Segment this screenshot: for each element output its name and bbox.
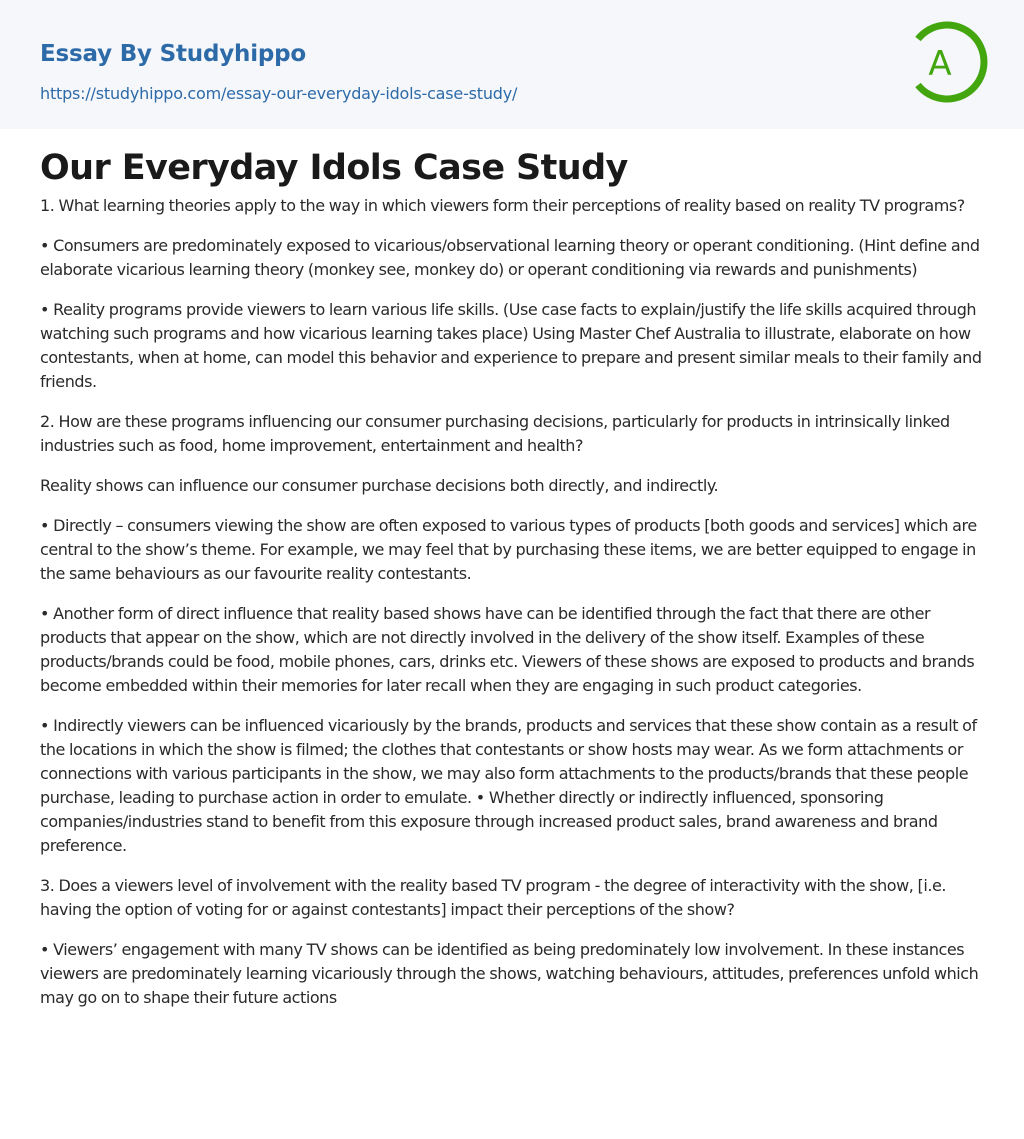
question-1: 1. What learning theories apply to the way in which viewers form their perceptions of reality based on reality TV programs? [40, 196, 965, 215]
question-2: 2. How are these programs influencing our consumer purchasing decisions, particularly for products in intrinsically linked industries such as food, home improvement, entertainment and health? [40, 412, 950, 455]
paragraph: • Indirectly viewers can be influenced vicariously by the brands, products and services that these show contain as a result of the locations in which the show is filmed; the clothes that contestants or show hosts may wear. As we form attachments or connections with various participants in the show, we may also form attachments to the products/brands that these people purchase, leading to purchase action in order to emulate. • Whether directly or indirectly influenced, sponsoring companies/industries stand to benefit from this exposure through increased product sales, brand awareness and brand preference. [40, 716, 977, 855]
essay-body [40, 194, 984, 1026]
paragraph: • Directly – consumers viewing the show are often exposed to various types of products [both goods and services] which are central to the show’s theme. For example, we may feel that by purchasing these items, we are better equipped to engage in the same behaviours as our favourite reality contestants. [40, 516, 977, 583]
logo-letter: A [928, 44, 952, 84]
paragraph: Reality shows can influence our consumer purchase decisions both directly, and indirectly. [40, 476, 719, 495]
paragraph: • Consumers are predominately exposed to vicarious/observational learning theory or operant conditioning. (Hint define and elaborate vicarious learning theory (monkey see, monkey do) or operant conditioning via rewards and punishments) [40, 236, 980, 279]
question-3: 3. Does a viewers level of involvement with the reality based TV program - the degree of interactivity with the show, [i.e. having the option of voting for or against contestants] impact their perceptions of the show? [40, 876, 946, 919]
paragraph: • Another form of direct influence that reality based shows have can be identified through the fact that there are other products that appear on the show, which are not directly involved in the delivery of the show itself. Examples of these products/brands could be food, mobile phones, cars, drinks etc. Viewers of these shows are exposed to products and brands become embedded within their memories for later recall when they are engaging in such product categories. [40, 604, 975, 695]
brand-title: Essay By Studyhippo [40, 41, 307, 67]
page-title: Our Everyday Idols Case Study [40, 148, 628, 188]
essay-url-link[interactable]: https://studyhippo.com/essay-our-everyday-idols-case-study/ [40, 84, 518, 103]
paragraph: • Reality programs provide viewers to learn various life skills. (Use case facts to explain/justify the life skills acquired through watching such programs and how vicarious learning takes place) Using Master Chef Australia to illustrate, elaborate on how contestants, when at home, can model this behavior and experience to prepare and present similar meals to their family and friends. [40, 300, 982, 391]
studyhippo-a-logo-icon[interactable] [912, 19, 988, 105]
paragraph: • Viewers’ engagement with many TV shows can be identified as being predominately low involvement. In these instances viewers are predominately learning vicariously through the shows, watching behaviours, attitudes, preferences unfold which may go on to shape their future actions [40, 940, 979, 1007]
